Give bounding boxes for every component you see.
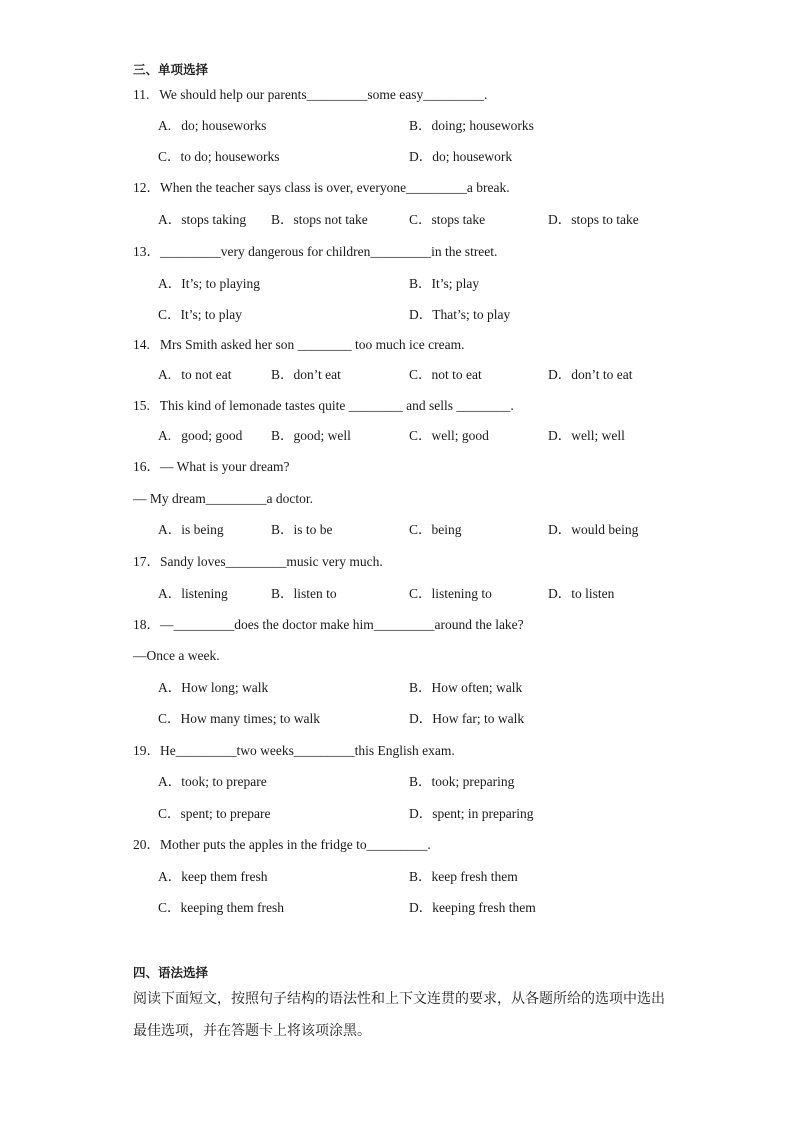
question-16-reply: — My dream_________a doctor. [133, 491, 313, 506]
q20-option-b[interactable]: B．keep fresh them [409, 869, 518, 884]
q15-option-a[interactable]: A. good; good [158, 428, 243, 443]
question-17-stem: 17．Sandy loves_________music very much. [133, 554, 383, 569]
q13-option-a[interactable]: A．It’s; to playing [158, 276, 260, 291]
question-15-stem: 15. This kind of lemonade tastes quite ________ and sells ________. [133, 398, 514, 413]
q15-option-d[interactable]: D．well; well [548, 428, 625, 443]
question-16-stem: 16．— What is your dream? [133, 459, 290, 474]
q16-option-c[interactable]: C．being [409, 522, 462, 537]
q14-option-a[interactable]: A. to not eat [158, 367, 232, 382]
question-11-stem: 11. We should help our parents_________some easy_________. [133, 87, 488, 102]
q11-option-b[interactable]: B．doing; houseworks [409, 118, 534, 133]
q20-option-d[interactable]: D．keeping fresh them [409, 900, 536, 915]
question-18-reply: —Once a week. [133, 648, 220, 663]
section-4-instruction-line-2: 最佳选项，并在答题卡上将该项涂黑。 [133, 1023, 371, 1039]
q18-option-c[interactable]: C．How many times; to walk [158, 711, 320, 726]
question-12-stem: 12．When the teacher says class is over, everyone_________a break. [133, 180, 510, 195]
q18-option-b[interactable]: B．How often; walk [409, 680, 523, 695]
q14-option-b[interactable]: B．don’t eat [271, 367, 341, 382]
q11-option-a[interactable]: A. do; houseworks [158, 118, 267, 133]
q19-option-d[interactable]: D．spent; in preparing [409, 806, 534, 821]
q16-option-b[interactable]: B．is to be [271, 522, 333, 537]
q16-option-a[interactable]: A．is being [158, 522, 224, 537]
q13-option-d[interactable]: D．That’s; to play [409, 307, 511, 322]
q19-option-b[interactable]: B．took; preparing [409, 774, 515, 789]
q17-option-b[interactable]: B．listen to [271, 586, 337, 601]
question-20-stem: 20．Mother puts the apples in the fridge to_________. [133, 837, 431, 852]
question-19-stem: 19．He_________two weeks_________this English exam. [133, 743, 455, 758]
q12-option-b[interactable]: B．stops not take [271, 212, 368, 227]
q12-option-c[interactable]: C．stops take [409, 212, 486, 227]
q17-option-c[interactable]: C．listening to [409, 586, 492, 601]
q16-option-d[interactable]: D．would being [548, 522, 639, 537]
q17-option-a[interactable]: A．listening [158, 586, 228, 601]
question-18-stem: 18．—_________does the doctor make him_________around the lake? [133, 617, 524, 632]
q12-option-d[interactable]: D．stops to take [548, 212, 639, 227]
q20-option-a[interactable]: A．keep them fresh [158, 869, 268, 884]
q18-option-a[interactable]: A．How long; walk [158, 680, 269, 695]
q15-option-c[interactable]: C．well; good [409, 428, 489, 443]
question-13-stem: 13．_________very dangerous for children_________in the street. [133, 244, 498, 259]
q19-option-a[interactable]: A．took; to prepare [158, 774, 267, 789]
q18-option-d[interactable]: D．How far; to walk [409, 711, 525, 726]
q20-option-c[interactable]: C．keeping them fresh [158, 900, 284, 915]
q14-option-d[interactable]: D．don’t to eat [548, 367, 633, 382]
q12-option-a[interactable]: A．stops taking [158, 212, 247, 227]
q19-option-c[interactable]: C．spent; to prepare [158, 806, 271, 821]
section-4-heading: 四、语法选择 [133, 965, 209, 980]
q15-option-b[interactable]: B．good; well [271, 428, 351, 443]
q13-option-c[interactable]: C．It’s; to play [158, 307, 242, 322]
q13-option-b[interactable]: B．It’s; play [409, 276, 480, 291]
q17-option-d[interactable]: D．to listen [548, 586, 615, 601]
q14-option-c[interactable]: C．not to eat [409, 367, 482, 382]
q11-option-c[interactable]: C．to do; houseworks [158, 149, 280, 164]
q11-option-d[interactable]: D．do; housework [409, 149, 513, 164]
question-14-stem: 14. Mrs Smith asked her son ________ too much ice cream. [133, 337, 465, 352]
section-3-heading: 三、单项选择 [133, 62, 209, 77]
section-4-instruction-line-1: 阅读下面短文，按照句子结构的语法性和上下文连贯的要求，从各题所给的选项中选出 [133, 991, 665, 1007]
